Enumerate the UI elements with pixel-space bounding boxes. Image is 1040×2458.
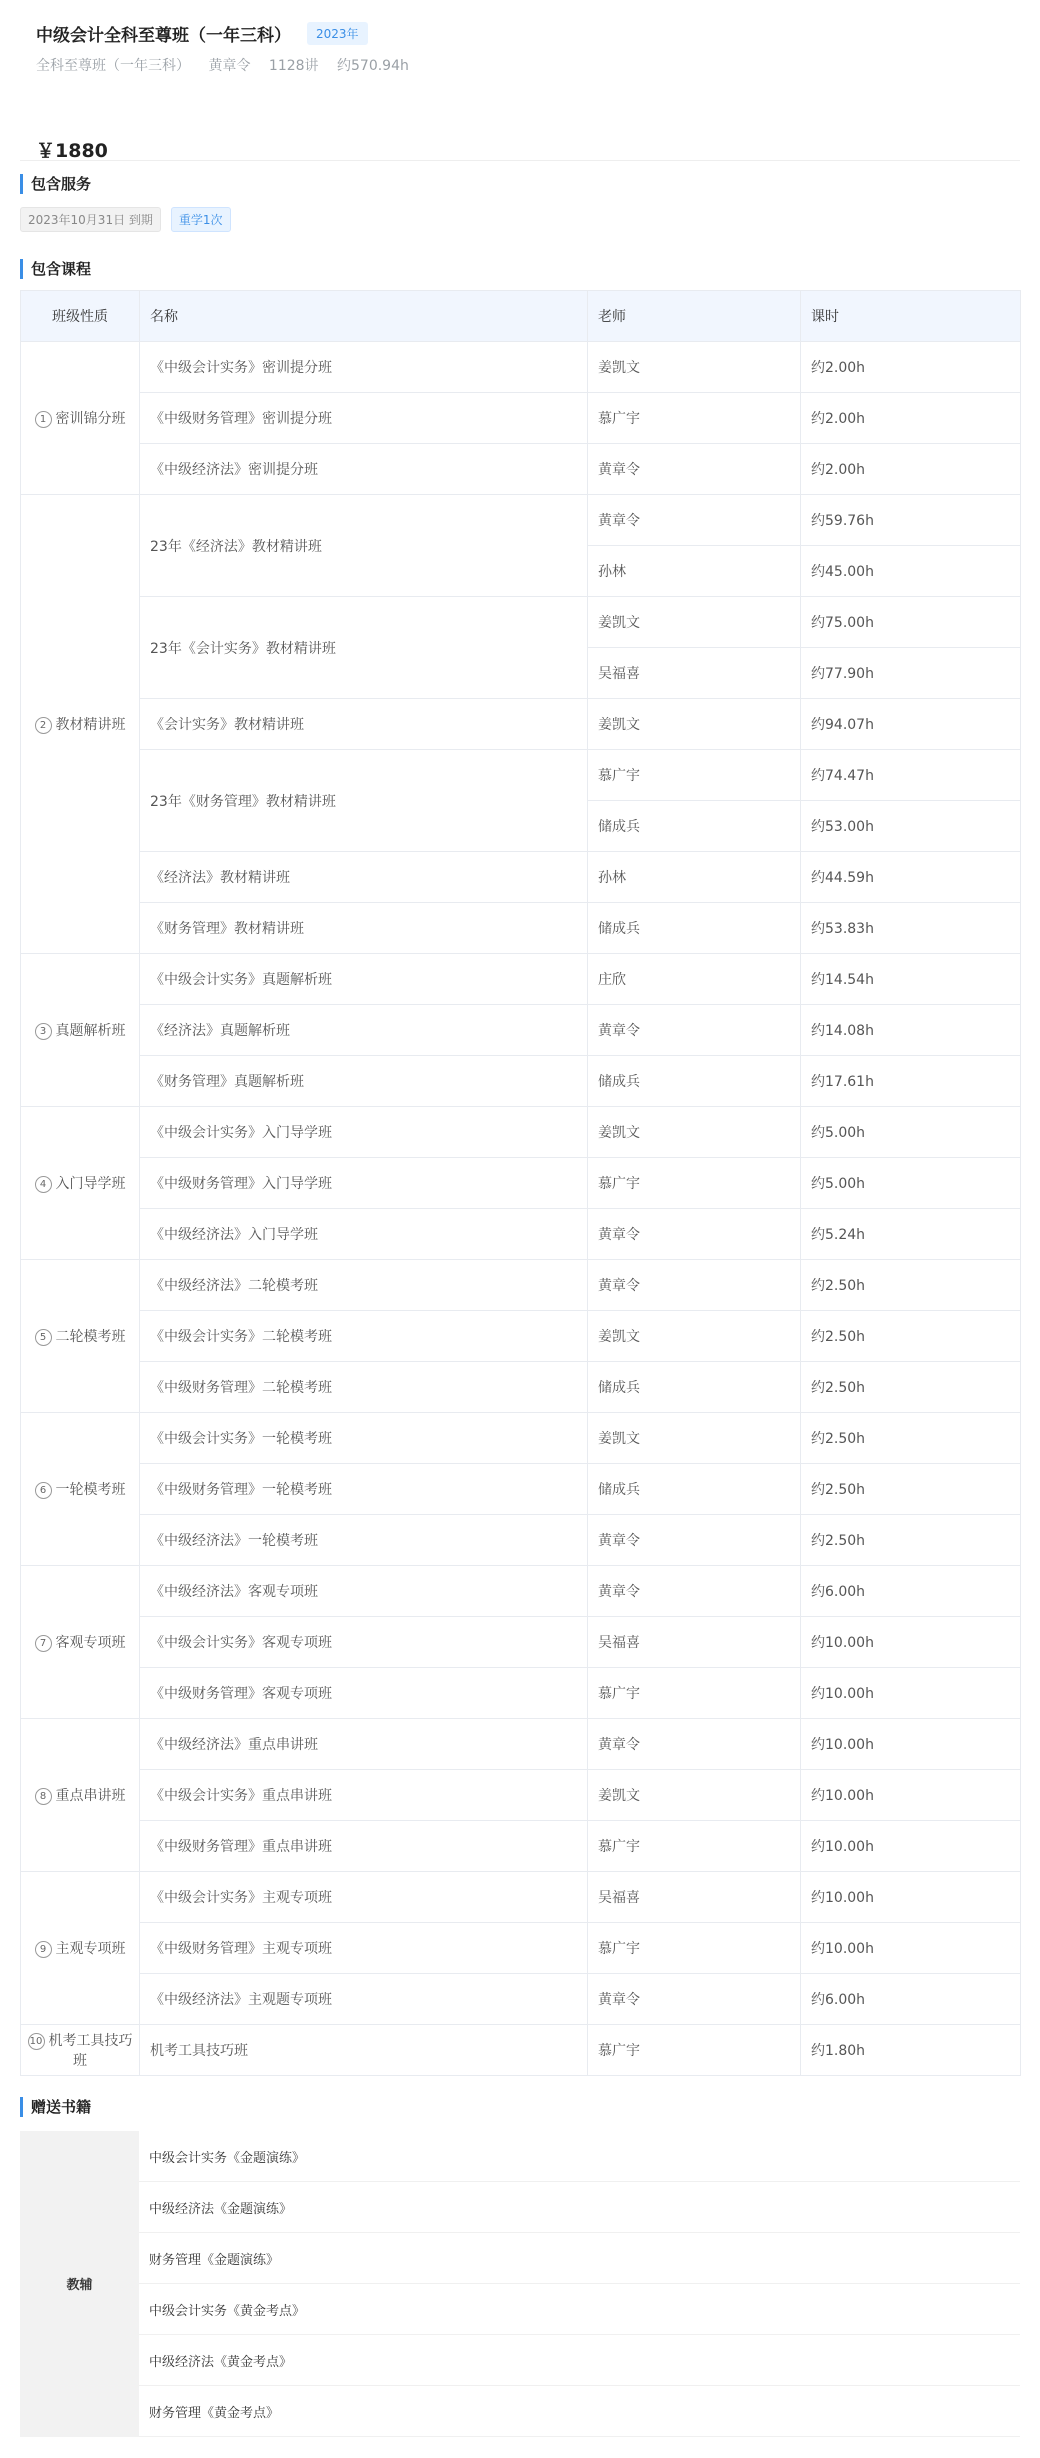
course-name: 《中级财务管理》一轮模考班 xyxy=(140,1464,588,1515)
teacher-name: 庄欣 xyxy=(588,954,801,1005)
book-row xyxy=(20,2131,1020,2182)
table-row xyxy=(21,1209,1021,1260)
price: ￥1880 xyxy=(36,140,108,162)
course-name: 《财务管理》教材精讲班 xyxy=(140,903,588,954)
course-name: 《中级经济法》密训提分班 xyxy=(140,444,588,495)
class-type-label: 密训锦分班 xyxy=(55,411,126,427)
course-hours: 约5.00h xyxy=(801,1158,1021,1209)
course-hours: 约2.50h xyxy=(801,1413,1021,1464)
table-row xyxy=(21,903,1021,954)
class-type-label: 机考工具技巧班 xyxy=(48,2033,133,2069)
table-row xyxy=(21,495,1021,546)
teacher-name: 慕广宇 xyxy=(588,1923,801,1974)
course-header xyxy=(36,20,423,75)
teacher-name: 慕广宇 xyxy=(588,1668,801,1719)
teacher-name: 黄章令 xyxy=(588,495,801,546)
class-type-label: 客观专项班 xyxy=(55,1635,126,1651)
book-row xyxy=(20,2386,1020,2437)
course-hours: 约53.83h xyxy=(801,903,1021,954)
course-hours: 约5.00h xyxy=(801,1107,1021,1158)
table-row xyxy=(21,1566,1021,1617)
circled-number: 10 xyxy=(28,2033,45,2050)
teacher-name: 姜凯文 xyxy=(588,597,801,648)
table-row xyxy=(21,852,1021,903)
table-row xyxy=(21,597,1021,648)
table-row xyxy=(21,342,1021,393)
course-hours: 约2.50h xyxy=(801,1311,1021,1362)
circled-number: 2 xyxy=(35,717,52,734)
course-hours: 约10.00h xyxy=(801,1923,1021,1974)
course-hours: 约17.61h xyxy=(801,1056,1021,1107)
course-name: 《会计实务》教材精讲班 xyxy=(140,699,588,750)
course-name: 《中级经济法》客观专项班 xyxy=(140,1566,588,1617)
teacher-name: 黄章令 xyxy=(588,1209,801,1260)
circled-number: 8 xyxy=(35,1788,52,1805)
table-row xyxy=(21,1107,1021,1158)
books-table-body xyxy=(20,2131,1020,2437)
class-type-label: 入门导学班 xyxy=(55,1176,126,1192)
teacher-name: 黄章令 xyxy=(588,1515,801,1566)
course-hours: 约45.00h xyxy=(801,546,1021,597)
teacher-name: 黄章令 xyxy=(588,1260,801,1311)
teacher-name: 黄章令 xyxy=(588,1566,801,1617)
table-row xyxy=(21,1311,1021,1362)
course-hours: 约53.00h xyxy=(801,801,1021,852)
course-hours: 约77.90h xyxy=(801,648,1021,699)
course-hours: 约10.00h xyxy=(801,1668,1021,1719)
circled-number: 5 xyxy=(35,1329,52,1346)
course-hours: 约2.50h xyxy=(801,1260,1021,1311)
course-name: 《经济法》真题解析班 xyxy=(140,1005,588,1056)
table-row xyxy=(21,1260,1021,1311)
teacher-name: 慕广宇 xyxy=(588,393,801,444)
teacher-name: 姜凯文 xyxy=(588,699,801,750)
class-type-cell xyxy=(21,1260,140,1413)
teacher-name: 黄章令 xyxy=(588,1005,801,1056)
table-row xyxy=(21,1362,1021,1413)
table-header-row xyxy=(21,291,1021,342)
course-name: 《中级经济法》一轮模考班 xyxy=(140,1515,588,1566)
teacher-name: 黄章令 xyxy=(588,444,801,495)
table-row xyxy=(21,699,1021,750)
course-name: 机考工具技巧班 xyxy=(140,2025,588,2076)
subtitle-teacher: 黄章令 xyxy=(208,58,251,74)
book-title: 中级会计实务《黄金考点》 xyxy=(139,2284,1020,2335)
course-name: 《中级会计实务》客观专项班 xyxy=(140,1617,588,1668)
course-name: 《中级会计实务》主观专项班 xyxy=(140,1872,588,1923)
expire-badge: 2023年10月31日 到期 xyxy=(20,207,161,232)
table-row xyxy=(21,1872,1021,1923)
course-name: 23年《财务管理》教材精讲班 xyxy=(140,750,588,852)
teacher-name: 储成兵 xyxy=(588,1362,801,1413)
class-type-cell xyxy=(21,2025,140,2076)
class-type-cell xyxy=(21,1719,140,1872)
course-hours: 约2.50h xyxy=(801,1362,1021,1413)
book-category: 教辅 xyxy=(20,2131,139,2437)
class-type-label: 主观专项班 xyxy=(55,1941,126,1957)
course-hours: 约2.00h xyxy=(801,393,1021,444)
book-row xyxy=(20,2233,1020,2284)
col-header-type: 班级性质 xyxy=(21,291,140,342)
teacher-name: 姜凯文 xyxy=(588,342,801,393)
course-hours: 约2.00h xyxy=(801,444,1021,495)
table-row xyxy=(21,393,1021,444)
course-hours: 约10.00h xyxy=(801,1872,1021,1923)
course-hours: 约6.00h xyxy=(801,1566,1021,1617)
table-row xyxy=(21,1413,1021,1464)
class-type-cell xyxy=(21,1566,140,1719)
relearn-badge: 重学1次 xyxy=(171,207,231,232)
course-name: 23年《会计实务》教材精讲班 xyxy=(140,597,588,699)
teacher-name: 姜凯文 xyxy=(588,1311,801,1362)
col-header-hours: 课时 xyxy=(801,291,1021,342)
book-title: 中级经济法《金题演练》 xyxy=(139,2182,1020,2233)
class-type-label: 一轮模考班 xyxy=(55,1482,126,1498)
course-name: 《中级会计实务》入门导学班 xyxy=(140,1107,588,1158)
course-name: 《经济法》教材精讲班 xyxy=(140,852,588,903)
teacher-name: 慕广宇 xyxy=(588,2025,801,2076)
table-row xyxy=(21,954,1021,1005)
table-row xyxy=(21,1464,1021,1515)
teacher-name: 慕广宇 xyxy=(588,1158,801,1209)
circled-number: 4 xyxy=(35,1176,52,1193)
book-title: 财务管理《金题演练》 xyxy=(139,2233,1020,2284)
course-hours: 约44.59h xyxy=(801,852,1021,903)
course-name: 《中级财务管理》客观专项班 xyxy=(140,1668,588,1719)
table-row xyxy=(21,1005,1021,1056)
class-type-cell xyxy=(21,342,140,495)
subtitle-lessons: 1128讲 xyxy=(268,58,319,74)
teacher-name: 孙林 xyxy=(588,852,801,903)
course-hours: 约10.00h xyxy=(801,1821,1021,1872)
course-name: 《中级财务管理》二轮模考班 xyxy=(140,1362,588,1413)
class-type-cell xyxy=(21,1107,140,1260)
course-name: 《中级经济法》重点串讲班 xyxy=(140,1719,588,1770)
circled-number: 7 xyxy=(35,1635,52,1652)
course-hours: 约94.07h xyxy=(801,699,1021,750)
teacher-name: 吴福喜 xyxy=(588,648,801,699)
subtitle-name: 全科至尊班（一年三科） xyxy=(36,58,190,74)
table-row xyxy=(21,1719,1021,1770)
course-hours: 约10.00h xyxy=(801,1770,1021,1821)
table-row xyxy=(21,444,1021,495)
course-name: 《中级会计实务》重点串讲班 xyxy=(140,1770,588,1821)
table-row xyxy=(21,1668,1021,1719)
class-type-label: 教材精讲班 xyxy=(55,717,126,733)
teacher-name: 储成兵 xyxy=(588,801,801,852)
course-hours: 约10.00h xyxy=(801,1719,1021,1770)
services-section-title: 包含服务 xyxy=(20,174,91,194)
course-name: 《中级会计实务》真题解析班 xyxy=(140,954,588,1005)
teacher-name: 慕广宇 xyxy=(588,750,801,801)
course-hours: 约59.76h xyxy=(801,495,1021,546)
course-name: 《中级会计实务》一轮模考班 xyxy=(140,1413,588,1464)
table-row xyxy=(21,1974,1021,2025)
books-section-title: 赠送书籍 xyxy=(20,2097,91,2117)
course-hours: 约6.00h xyxy=(801,1974,1021,2025)
class-type-cell xyxy=(21,495,140,954)
teacher-name: 储成兵 xyxy=(588,1056,801,1107)
book-row xyxy=(20,2335,1020,2386)
course-hours: 约2.50h xyxy=(801,1464,1021,1515)
table-row xyxy=(21,1158,1021,1209)
teacher-name: 慕广宇 xyxy=(588,1821,801,1872)
teacher-name: 黄章令 xyxy=(588,1719,801,1770)
circled-number: 1 xyxy=(35,411,52,428)
teacher-name: 储成兵 xyxy=(588,903,801,954)
teacher-name: 孙林 xyxy=(588,546,801,597)
courses-section-title: 包含课程 xyxy=(20,259,91,279)
course-title: 中级会计全科至尊班（一年三科） xyxy=(36,25,291,46)
teacher-name: 姜凯文 xyxy=(588,1770,801,1821)
course-hours: 约5.24h xyxy=(801,1209,1021,1260)
teacher-name: 姜凯文 xyxy=(588,1413,801,1464)
table-row xyxy=(21,750,1021,801)
course-name: 《中级财务管理》密训提分班 xyxy=(140,393,588,444)
teacher-name: 储成兵 xyxy=(588,1464,801,1515)
class-type-label: 二轮模考班 xyxy=(55,1329,126,1345)
course-name: 《中级经济法》入门导学班 xyxy=(140,1209,588,1260)
course-hours: 约14.54h xyxy=(801,954,1021,1005)
course-hours: 约1.80h xyxy=(801,2025,1021,2076)
table-row xyxy=(21,1056,1021,1107)
class-type-cell xyxy=(21,954,140,1107)
circled-number: 9 xyxy=(35,1941,52,1958)
course-name: 《中级财务管理》重点串讲班 xyxy=(140,1821,588,1872)
course-name: 《中级财务管理》入门导学班 xyxy=(140,1158,588,1209)
year-badge: 2023年 xyxy=(307,22,368,45)
table-row xyxy=(21,1923,1021,1974)
books-table xyxy=(20,2131,1020,2437)
book-row xyxy=(20,2182,1020,2233)
subtitle-duration: 约570.94h xyxy=(337,58,409,74)
services-tags xyxy=(20,207,231,232)
course-hours: 约75.00h xyxy=(801,597,1021,648)
table-row xyxy=(21,1770,1021,1821)
teacher-name: 姜凯文 xyxy=(588,1107,801,1158)
course-name: 《中级经济法》二轮模考班 xyxy=(140,1260,588,1311)
teacher-name: 吴福喜 xyxy=(588,1617,801,1668)
course-table-body xyxy=(21,342,1021,2076)
course-hours: 约10.00h xyxy=(801,1617,1021,1668)
course-table xyxy=(20,290,1021,2076)
course-hours: 约14.08h xyxy=(801,1005,1021,1056)
table-row xyxy=(21,1515,1021,1566)
course-name: 《中级会计实务》二轮模考班 xyxy=(140,1311,588,1362)
book-title: 中级会计实务《金题演练》 xyxy=(139,2131,1020,2182)
book-title: 财务管理《黄金考点》 xyxy=(139,2386,1020,2437)
course-name: 《中级会计实务》密训提分班 xyxy=(140,342,588,393)
course-hours: 约2.50h xyxy=(801,1515,1021,1566)
class-type-label: 重点串讲班 xyxy=(55,1788,126,1804)
col-header-name: 名称 xyxy=(140,291,588,342)
table-row xyxy=(21,1821,1021,1872)
course-name: 《财务管理》真题解析班 xyxy=(140,1056,588,1107)
book-row xyxy=(20,2284,1020,2335)
teacher-name: 黄章令 xyxy=(588,1974,801,2025)
teacher-name: 吴福喜 xyxy=(588,1872,801,1923)
book-title: 中级经济法《黄金考点》 xyxy=(139,2335,1020,2386)
class-type-label: 真题解析班 xyxy=(55,1023,126,1039)
class-type-cell xyxy=(21,1413,140,1566)
course-name: 《中级财务管理》主观专项班 xyxy=(140,1923,588,1974)
title-row xyxy=(36,20,423,46)
course-hours: 约74.47h xyxy=(801,750,1021,801)
course-hours: 约2.00h xyxy=(801,342,1021,393)
course-subtitle xyxy=(36,55,423,75)
circled-number: 3 xyxy=(35,1023,52,1040)
course-name: 23年《经济法》教材精讲班 xyxy=(140,495,588,597)
class-type-cell xyxy=(21,1872,140,2025)
circled-number: 6 xyxy=(35,1482,52,1499)
table-row xyxy=(21,1617,1021,1668)
col-header-teacher: 老师 xyxy=(588,291,801,342)
divider xyxy=(20,160,1020,161)
table-row xyxy=(21,2025,1021,2076)
course-name: 《中级经济法》主观题专项班 xyxy=(140,1974,588,2025)
